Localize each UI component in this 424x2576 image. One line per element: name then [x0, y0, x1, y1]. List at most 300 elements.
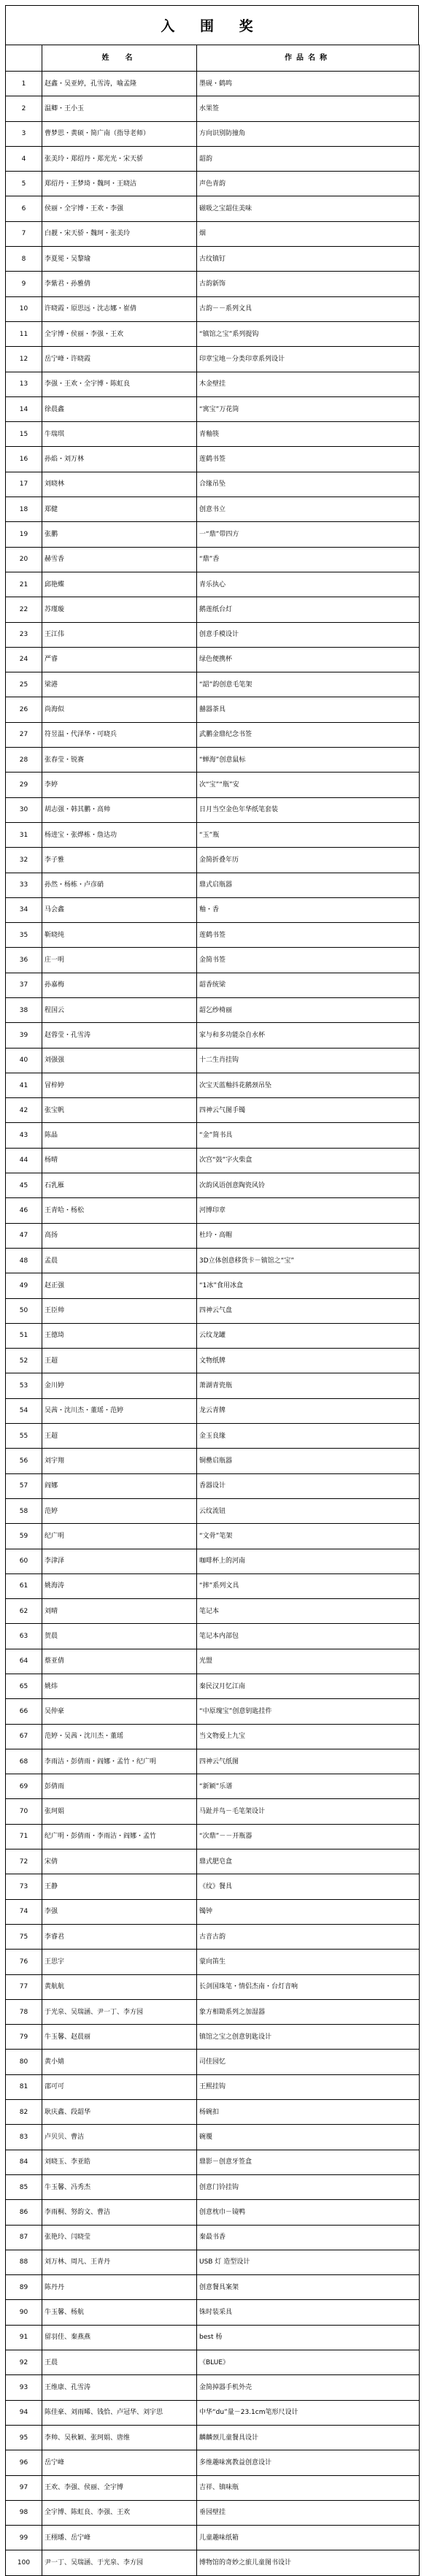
- table-row: [6, 1424, 420, 1449]
- row-number: 60: [6, 1549, 42, 1573]
- row-number: 9: [6, 272, 42, 296]
- row-number: 82: [6, 2100, 42, 2125]
- row-work: 蒙向笛生: [197, 1950, 420, 1974]
- table-row: [6, 1724, 420, 1749]
- table-row: [6, 572, 420, 597]
- row-work: 《BLUE》: [197, 2350, 420, 2375]
- table-row: [6, 1799, 420, 1824]
- table-row: [6, 622, 420, 647]
- row-work: 金简掉器手机外壳: [197, 2375, 420, 2400]
- row-name: 温卿・王小玉: [42, 96, 197, 121]
- table-row: [6, 1524, 420, 1549]
- row-number: 25: [6, 672, 42, 697]
- row-number: 69: [6, 1774, 42, 1799]
- table-body: [6, 72, 420, 2576]
- row-work: 武鹏金鼎纪念书签: [197, 722, 420, 747]
- row-work: 多维趣味寓教益创意设计: [197, 2450, 420, 2475]
- row-name: 庄一明: [42, 948, 197, 973]
- row-name: 张宝帆: [42, 1098, 197, 1123]
- table-row: [6, 672, 420, 697]
- table-row: [6, 2074, 420, 2099]
- table-row: [6, 2100, 420, 2125]
- table-row: [6, 1899, 420, 1924]
- row-work: 烟: [197, 221, 420, 246]
- row-work: 墨砚・鹤鸣: [197, 72, 420, 96]
- row-number: 54: [6, 1398, 42, 1423]
- table-row: [6, 1273, 420, 1298]
- row-number: 46: [6, 1198, 42, 1223]
- table-row: [6, 2174, 420, 2199]
- table-row: [6, 848, 420, 873]
- row-name: 牛瑞琪: [42, 422, 197, 447]
- row-number: 85: [6, 2174, 42, 2199]
- table-row: [6, 748, 420, 773]
- row-name: 范婷: [42, 1498, 197, 1523]
- row-name: 纪广明・彭倩雨・李雨洁・阎娜・孟竹: [42, 1824, 197, 1849]
- row-work: 麟麟颈儿童餐具设计: [197, 2425, 420, 2450]
- row-work: 马趾并鸟－毛笔架设计: [197, 1799, 420, 1824]
- row-work: 创意书立: [197, 497, 420, 522]
- row-work: 囍器茶具: [197, 697, 420, 722]
- row-number: 28: [6, 748, 42, 773]
- table-row: [6, 1023, 420, 1048]
- row-work: 次宝天蓝釉抖花鹅颈吊坠: [197, 1073, 420, 1097]
- row-work: 韶乞纱椅丽: [197, 997, 420, 1022]
- row-name: 尹一丁、吴瑞涵、于光泉、李方园: [42, 2550, 197, 2575]
- table-row: [6, 2300, 420, 2325]
- row-work: 秦最书香: [197, 2225, 420, 2250]
- row-name: 李雨桐、努韵文、曹洁: [42, 2200, 197, 2225]
- row-name: 范婷・吴茜・沈川杰・董瑶: [42, 1724, 197, 1749]
- row-work: 次宫“鼓”字火柴盒: [197, 1148, 420, 1173]
- row-name: 张春莹・锐赛: [42, 748, 197, 773]
- row-number: 11: [6, 321, 42, 346]
- row-name: 石乳雁: [42, 1173, 197, 1198]
- row-name: 张珂娟: [42, 1799, 197, 1824]
- row-number: 39: [6, 1023, 42, 1048]
- row-work: 博物馆的奇妙之旅儿童图书设计: [197, 2550, 420, 2575]
- row-number: 98: [6, 2500, 42, 2525]
- row-number: 68: [6, 1749, 42, 1774]
- row-name: 王欢、李强、侯丽、全宇博: [42, 2475, 197, 2500]
- table-row: [6, 722, 420, 747]
- row-name: 侯丽・全宇博・王欢・李强: [42, 196, 197, 221]
- table-row: [6, 1148, 420, 1173]
- row-work: 笔记本: [197, 1599, 420, 1624]
- row-work: 吉祥、镇味瓶: [197, 2475, 420, 2500]
- table-row: [6, 1123, 420, 1148]
- row-number: 75: [6, 1924, 42, 1949]
- row-number: 63: [6, 1624, 42, 1649]
- row-number: 20: [6, 547, 42, 572]
- row-number: 83: [6, 2125, 42, 2150]
- row-name: 吴茜・沈川杰・董瑶・范婷: [42, 1398, 197, 1423]
- row-number: 99: [6, 2526, 42, 2550]
- row-work: 鼎影－创意牙签盒: [197, 2150, 420, 2174]
- row-number: 59: [6, 1524, 42, 1549]
- award-table: [5, 45, 420, 2576]
- row-number: 61: [6, 1573, 42, 1598]
- row-work: “鼎”香: [197, 547, 420, 572]
- row-work: 古纹镇钉: [197, 247, 420, 272]
- row-work: 日月当空金色年华纸笔套装: [197, 797, 420, 822]
- row-number: 26: [6, 697, 42, 722]
- row-work: “中原瑰宝”创意钥匙挂件: [197, 1699, 420, 1724]
- row-work: 古韵新饰: [197, 272, 420, 296]
- row-name: 郑健: [42, 497, 197, 522]
- row-number: 18: [6, 497, 42, 522]
- row-number: 88: [6, 2250, 42, 2274]
- row-name: 孙然・杨栋・卢彦硝: [42, 873, 197, 897]
- row-number: 97: [6, 2475, 42, 2500]
- row-number: 13: [6, 372, 42, 396]
- row-number: 19: [6, 522, 42, 547]
- row-name: 胡志强・韩其鹏・高帅: [42, 797, 197, 822]
- row-number: 91: [6, 2325, 42, 2350]
- row-work: 印章宝地－分类印章系列设计: [197, 347, 420, 372]
- row-number: 84: [6, 2150, 42, 2174]
- row-number: 43: [6, 1123, 42, 1148]
- row-name: 全宇博、陈虹良、李强、王欢: [42, 2500, 197, 2525]
- row-number: 32: [6, 848, 42, 873]
- row-work: 鹅莲纸台灯: [197, 597, 420, 622]
- row-number: 40: [6, 1048, 42, 1073]
- row-number: 74: [6, 1899, 42, 1924]
- table-row: [6, 1373, 420, 1398]
- row-name: 程国云: [42, 997, 197, 1022]
- row-number: 58: [6, 1498, 42, 1523]
- row-name: 王德琦: [42, 1323, 197, 1348]
- row-name: 李雨洁・彭倩雨・阎娜・孟竹・纪广明: [42, 1749, 197, 1774]
- row-name: 王静: [42, 1874, 197, 1899]
- row-work: “文骨”笔架: [197, 1524, 420, 1549]
- table-row: [6, 2500, 420, 2525]
- table-row: [6, 1549, 420, 1573]
- table-row: [6, 2475, 420, 2500]
- row-name: 陈佳豪、刘雨晞、钱恰、卢冠华、刘宇思: [42, 2400, 197, 2425]
- table-row: [6, 1849, 420, 1874]
- row-work: 铜罍启瓶器: [197, 1449, 420, 1473]
- row-name: 黄航航: [42, 1974, 197, 1999]
- table-row: [6, 897, 420, 922]
- row-name: 王青哈・杨松: [42, 1198, 197, 1223]
- row-work: 次“宝”“瓶”安: [197, 773, 420, 797]
- row-number: 80: [6, 2050, 42, 2074]
- row-number: 52: [6, 1349, 42, 1373]
- row-work: 创意枕巾－镜鸭: [197, 2200, 420, 2225]
- table-row: [6, 497, 420, 522]
- row-name: 李婷: [42, 773, 197, 797]
- table-row: [6, 2400, 420, 2425]
- row-name: 郑绍丹・王梦琦・魏珂・王晓洁: [42, 172, 197, 196]
- row-number: 72: [6, 1849, 42, 1874]
- table-row: [6, 296, 420, 321]
- table-row: [6, 1699, 420, 1724]
- table-row: [6, 2150, 420, 2174]
- row-name: 宋倩: [42, 1849, 197, 1874]
- row-name: 孙焰・刘万林: [42, 447, 197, 472]
- table-row: [6, 2200, 420, 2225]
- row-work: 垂园壁挂: [197, 2500, 420, 2525]
- row-name: 牛玉馨、冯秀杰: [42, 2174, 197, 2199]
- table-row: [6, 472, 420, 497]
- table-row: [6, 272, 420, 296]
- row-work: 3D立体创意移货卡－镇馆之“宝”: [197, 1248, 420, 1273]
- table-row: [6, 372, 420, 396]
- row-name: 陈晶: [42, 1123, 197, 1148]
- row-work: 司佳园忆: [197, 2050, 420, 2074]
- table-row: [6, 2050, 420, 2074]
- row-work: 韶韵: [197, 146, 420, 171]
- row-name: 曹梦思・黄硕・简广南（指导老师）: [42, 121, 197, 146]
- table-row: [6, 2325, 420, 2350]
- row-work: 镯钟: [197, 1899, 420, 1924]
- row-name: 杨进宝・张烨栋・詹达功: [42, 822, 197, 847]
- row-name: 符昱温・代泽华・可晓兵: [42, 722, 197, 747]
- row-number: 57: [6, 1473, 42, 1498]
- row-work: 次韵风语创意陶瓷风铃: [197, 1173, 420, 1198]
- row-number: 30: [6, 797, 42, 822]
- row-number: 16: [6, 447, 42, 472]
- row-work: 《纹》餐具: [197, 1874, 420, 1899]
- row-name: 李强・王欢・全宇博・陈虹良: [42, 372, 197, 396]
- table-row: [6, 1824, 420, 1849]
- row-name: 邱艳蝶: [42, 572, 197, 597]
- row-work: “镇馆之宝”系列提钩: [197, 321, 420, 346]
- row-number: 96: [6, 2450, 42, 2475]
- row-name: 冒梓婷: [42, 1073, 197, 1097]
- row-number: 48: [6, 1248, 42, 1273]
- row-work: 中华“du”量－23.1cm笔形尺设计: [197, 2400, 420, 2425]
- row-name: 王维康、孔雪涛: [42, 2375, 197, 2400]
- row-number: 37: [6, 973, 42, 997]
- row-number: 66: [6, 1699, 42, 1724]
- row-work: 秦民汉月忆江南: [197, 1674, 420, 1699]
- row-name: 尚海似: [42, 697, 197, 722]
- row-work: 创意手模设计: [197, 622, 420, 647]
- row-name: 蔡亚倩: [42, 1649, 197, 1674]
- row-name: 牛玉馨、杨航: [42, 2300, 197, 2325]
- row-work: 绿色便携杯: [197, 647, 420, 672]
- row-work: best 杨: [197, 2325, 420, 2350]
- table-row: [6, 1974, 420, 1999]
- row-number: 86: [6, 2200, 42, 2225]
- table-row: [6, 973, 420, 997]
- table-row: [6, 121, 420, 146]
- table-row: [6, 172, 420, 196]
- header-work: 作品名称: [197, 45, 420, 72]
- table-row: [6, 1298, 420, 1323]
- row-number: 15: [6, 422, 42, 447]
- row-number: 31: [6, 822, 42, 847]
- table-row: [6, 1098, 420, 1123]
- row-name: 刘晓玉、李亚皓: [42, 2150, 197, 2174]
- table-row: [6, 1449, 420, 1473]
- row-work: 四神云气纸图: [197, 1749, 420, 1774]
- row-name: 孙嘉梅: [42, 973, 197, 997]
- row-work: 一“鼎”带四方: [197, 522, 420, 547]
- row-number: 100: [6, 2550, 42, 2575]
- row-work: 笔记本内部包: [197, 1624, 420, 1649]
- row-number: 38: [6, 997, 42, 1022]
- table-row: [6, 1624, 420, 1649]
- row-work: 声色青韵: [197, 172, 420, 196]
- page-title: 入 围 奖: [5, 5, 419, 45]
- row-work: 王熙挂钩: [197, 2074, 420, 2099]
- row-name: 李津泽: [42, 1549, 197, 1573]
- row-number: 49: [6, 1273, 42, 1298]
- row-work: 镇馆之宝之创意钥匙设计: [197, 2025, 420, 2050]
- row-work: “次鼎”－－开瓶器: [197, 1824, 420, 1849]
- row-number: 42: [6, 1098, 42, 1123]
- table-row: [6, 2350, 420, 2375]
- table-row: [6, 1173, 420, 1198]
- row-name: 耿庆鑫、段韶华: [42, 2100, 197, 2125]
- row-work: “新颖”乐谱: [197, 1774, 420, 1799]
- table-row: [6, 1498, 420, 1523]
- table-row: [6, 1950, 420, 1974]
- table-row: [6, 773, 420, 797]
- row-name: 李帅、吴秋颖、张珂娟、唐维: [42, 2425, 197, 2450]
- row-name: 金川婷: [42, 1373, 197, 1398]
- row-name: 李睿君: [42, 1924, 197, 1949]
- table-row: [6, 797, 420, 822]
- row-name: 赵正强: [42, 1273, 197, 1298]
- row-work: 龙云青牌: [197, 1398, 420, 1423]
- row-number: 73: [6, 1874, 42, 1899]
- table-row: [6, 697, 420, 722]
- row-work: “韶”韵创意毛笔架: [197, 672, 420, 697]
- row-number: 76: [6, 1950, 42, 1974]
- row-work: 铢时装采具: [197, 2300, 420, 2325]
- table-row: [6, 822, 420, 847]
- row-number: 22: [6, 597, 42, 622]
- row-name: 张艳玲、闫晓莹: [42, 2225, 197, 2250]
- row-number: 12: [6, 347, 42, 372]
- row-number: 93: [6, 2375, 42, 2400]
- table-row: [6, 923, 420, 948]
- table-row: [6, 547, 420, 572]
- row-work: “摔”系列文具: [197, 1573, 420, 1598]
- row-work: 家与和多功能杂自水杯: [197, 1023, 420, 1048]
- row-name: 李紫君・孙雅倩: [42, 272, 197, 296]
- row-number: 87: [6, 2225, 42, 2250]
- row-name: 岳宁峰・许晓霞: [42, 347, 197, 372]
- row-name: 陈丹丹: [42, 2275, 197, 2300]
- row-work: “玉”瓶: [197, 822, 420, 847]
- row-number: 50: [6, 1298, 42, 1323]
- row-work: 青乐执心: [197, 572, 420, 597]
- row-name: 牛玉馨、赵晨丽: [42, 2025, 197, 2050]
- row-work: 河博印章: [197, 1198, 420, 1223]
- row-number: 94: [6, 2400, 42, 2425]
- row-name: 李强: [42, 1899, 197, 1924]
- table-row: [6, 2375, 420, 2400]
- row-number: 44: [6, 1148, 42, 1173]
- row-name: 苏瑾璇: [42, 597, 197, 622]
- row-name: 贺晨: [42, 1624, 197, 1649]
- row-number: 56: [6, 1449, 42, 1473]
- row-number: 92: [6, 2350, 42, 2375]
- row-work: 当文物爱上九宝: [197, 1724, 420, 1749]
- row-name: 刘万林、周凡、王青丹: [42, 2250, 197, 2274]
- row-number: 21: [6, 572, 42, 597]
- row-work: 文物纸牌: [197, 1349, 420, 1373]
- table-row: [6, 221, 420, 246]
- table-row: [6, 2225, 420, 2250]
- row-number: 45: [6, 1173, 42, 1198]
- row-number: 47: [6, 1223, 42, 1248]
- row-number: 53: [6, 1373, 42, 1398]
- table-row: [6, 2450, 420, 2475]
- row-work: 莲鹤书签: [197, 923, 420, 948]
- row-name: 于光泉、吴瑞涵、尹一丁、李方园: [42, 1999, 197, 2024]
- table-row: [6, 396, 420, 421]
- table-row: [6, 873, 420, 897]
- row-number: 70: [6, 1799, 42, 1824]
- row-number: 27: [6, 722, 42, 747]
- row-name: 王江伟: [42, 622, 197, 647]
- row-work: 香器设计: [197, 1473, 420, 1498]
- row-name: 徐晨鑫: [42, 396, 197, 421]
- table-row: [6, 1223, 420, 1248]
- row-work: “金”简书具: [197, 1123, 420, 1148]
- row-work: 杜玲・高帽: [197, 1223, 420, 1248]
- table-row: [6, 247, 420, 272]
- row-work: 创意门铃挂钩: [197, 2174, 420, 2199]
- row-number: 55: [6, 1424, 42, 1449]
- table-row: [6, 2125, 420, 2150]
- row-work: 萧湖青瓷瓶: [197, 1373, 420, 1398]
- row-work: 象方相勘系列之加湿器: [197, 1999, 420, 2024]
- table-row: [6, 196, 420, 221]
- table-row: [6, 1073, 420, 1097]
- row-name: 刘晓林: [42, 472, 197, 497]
- table-row: [6, 1999, 420, 2024]
- row-name: 高扬: [42, 1223, 197, 1248]
- row-number: 29: [6, 773, 42, 797]
- row-name: 张美玲・郑绍丹・郑光光・宋天骄: [42, 146, 197, 171]
- row-work: 光盟: [197, 1649, 420, 1674]
- row-work: 长剑国珠笔・情侣杰南・台灯音响: [197, 1974, 420, 1999]
- row-name: 留羽佳、秦燕燕: [42, 2325, 197, 2350]
- row-name: 黄小婧: [42, 2050, 197, 2074]
- row-work: 韶香统梁: [197, 973, 420, 997]
- row-number: 1: [6, 72, 42, 96]
- table-header-row: [6, 45, 420, 72]
- row-number: 81: [6, 2074, 42, 2099]
- row-work: USB 灯 造型设计: [197, 2250, 420, 2274]
- row-work: 杨碗扣: [197, 2100, 420, 2125]
- table-row: [6, 447, 420, 472]
- table-row: [6, 2025, 420, 2050]
- table-row: [6, 1924, 420, 1949]
- row-work: “1冰”食用冰盒: [197, 1273, 420, 1298]
- row-work: 木金壁挂: [197, 372, 420, 396]
- table-row: [6, 647, 420, 672]
- table-row: [6, 997, 420, 1022]
- row-number: 34: [6, 897, 42, 922]
- table-row: [6, 1248, 420, 1273]
- table-row: [6, 597, 420, 622]
- row-name: 王栩璠、岳宁峰: [42, 2526, 197, 2550]
- row-work: 方向识别防撞角: [197, 121, 420, 146]
- row-name: 姚炜: [42, 1674, 197, 1699]
- row-number: 90: [6, 2300, 42, 2325]
- row-number: 6: [6, 196, 42, 221]
- table-row: [6, 1323, 420, 1348]
- row-name: 王超: [42, 1424, 197, 1449]
